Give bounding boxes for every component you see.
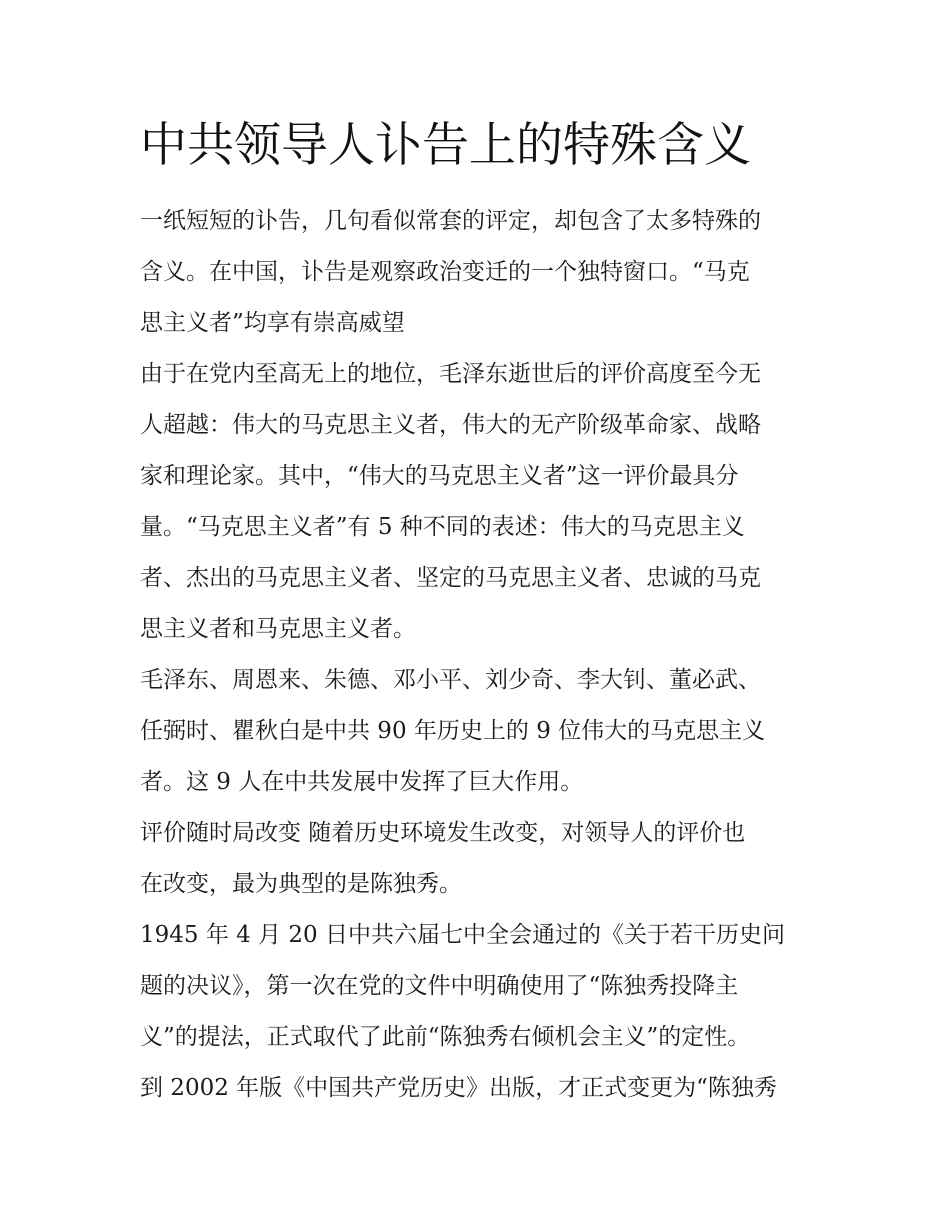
body-line-4: 由于在党内至高无上的地位，毛泽东逝世后的评价高度至今无 <box>140 361 761 387</box>
document-title: 中共领导人讣告上的特殊含义 <box>140 118 751 173</box>
body-line-15: 1945 年 4 月 20 日中共六届七中全会通过的《关于若干历史问 <box>140 922 785 948</box>
body-line-7: 量。“马克思主义者”有 5 种不同的表述：伟大的马克思主义 <box>140 514 745 540</box>
body-line-2: 含义。在中国，讣告是观察政治变迁的一个独特窗口。“马克 <box>140 259 750 285</box>
body-line-8: 者、杰出的马克思主义者、坚定的马克思主义者、忠诚的马克 <box>140 565 761 591</box>
body-line-12: 者。这 9 人在中共发展中发挥了巨大作用。 <box>140 769 584 795</box>
body-line-3: 思主义者”均享有崇高威望 <box>140 310 405 336</box>
body-line-16: 题的决议》，第一次在党的文件中明确使用了“陈独秀投降主 <box>140 973 739 999</box>
body-line-14: 在改变，最为典型的是陈独秀。 <box>140 871 462 897</box>
body-line-13: 评价随时局改变 随着历史环境发生改变，对领导人的评价也 <box>140 820 746 846</box>
body-line-17: 义”的提法，正式取代了此前“陈独秀右倾机会主义”的定性。 <box>140 1024 751 1050</box>
body-line-5: 人超越：伟大的马克思主义者，伟大的无产阶级革命家、战略 <box>140 412 761 438</box>
document-body <box>140 196 820 1114</box>
body-line-18: 到 2002 年版《中国共产党历史》出版，才正式变更为“陈独秀 <box>140 1075 777 1101</box>
body-line-1: 一纸短短的讣告，几句看似常套的评定，却包含了太多特殊的 <box>140 208 761 234</box>
body-line-10: 毛泽东、周恩来、朱德、邓小平、刘少奇、李大钊、董必武、 <box>140 667 761 693</box>
body-line-9: 思主义者和马克思主义者。 <box>140 616 416 642</box>
body-line-11: 任弼时、瞿秋白是中共 90 年历史上的 9 位伟大的马克思主义 <box>140 718 766 744</box>
body-line-6: 家和理论家。其中，“伟大的马克思主义者”这一评价最具分 <box>140 463 739 489</box>
